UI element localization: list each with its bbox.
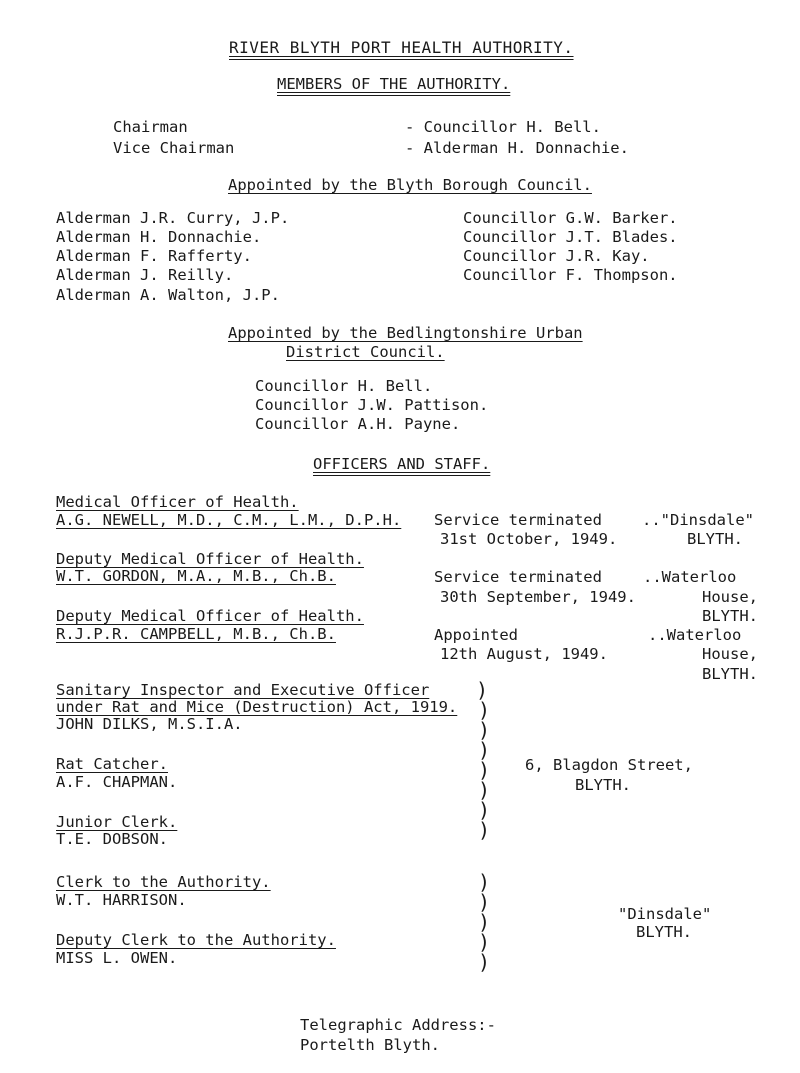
bedlington-member: Councillor J.W. Pattison. <box>255 396 489 414</box>
officer-address-house: House, <box>702 645 758 663</box>
brace-icon: ) <box>478 778 491 802</box>
staff-name: MISS L. OWEN. <box>56 949 178 967</box>
blyth-member: Councillor J.R. Kay. <box>463 247 650 265</box>
bedlington-member: Councillor A.H. Payne. <box>255 415 461 433</box>
blyth-member: Councillor F. Thompson. <box>463 266 678 284</box>
officer-address: .."Dinsdale" <box>642 511 754 529</box>
bedlington-heading: Appointed by the Bedlingtonshire Urban <box>228 324 583 342</box>
blyth-member: Councillor J.T. Blades. <box>463 228 678 246</box>
brace-icon: ) <box>478 910 491 934</box>
staff-title-line2: under Rat and Mice (Destruction) Act, 1919. <box>56 698 458 716</box>
officer-status-date: 30th September, 1949. <box>440 588 636 606</box>
telegraphic-label: Telegraphic Address:- <box>300 1016 496 1034</box>
officer-address-house: House, <box>702 588 758 606</box>
brace-icon: ) <box>478 738 491 762</box>
chairman-role: Chairman <box>113 118 188 136</box>
officer-title: Medical Officer of Health. <box>56 493 299 511</box>
officer-title: Deputy Medical Officer of Health. <box>56 607 364 625</box>
officer-address: ..Waterloo <box>648 626 742 644</box>
staff-title: Junior Clerk. <box>56 813 178 831</box>
officer-address-town: BLYTH. <box>702 607 758 625</box>
brace-icon: ) <box>478 718 491 742</box>
group-two-address: "Dinsdale" <box>618 905 712 923</box>
officer-title: Deputy Medical Officer of Health. <box>56 550 364 568</box>
page-subtitle: MEMBERS OF THE AUTHORITY. <box>277 75 511 93</box>
vice-chairman-name: - Alderman H. Donnachie. <box>405 139 629 157</box>
brace-icon: ) <box>478 818 491 842</box>
officer-address-town: BLYTH. <box>702 665 758 683</box>
staff-title: Sanitary Inspector and Executive Officer <box>56 681 430 699</box>
brace-icon: ) <box>478 758 491 782</box>
officer-status: Service terminated <box>434 568 602 586</box>
chairman-name: - Councillor H. Bell. <box>405 118 601 136</box>
blyth-member: Alderman J.R. Curry, J.P. <box>56 209 290 227</box>
staff-name: W.T. HARRISON. <box>56 891 187 909</box>
officer-name: R.J.P.R. CAMPBELL, M.B., Ch.B. <box>56 625 336 643</box>
vice-chairman-role: Vice Chairman <box>113 139 235 157</box>
brace-icon: ) <box>478 870 491 894</box>
blyth-member: Alderman A. Walton, J.P. <box>56 286 280 304</box>
blyth-member: Alderman F. Rafferty. <box>56 247 252 265</box>
staff-name: JOHN DILKS, M.S.I.A. <box>56 715 243 733</box>
staff-name: T.E. DOBSON. <box>56 830 168 848</box>
blyth-member: Alderman H. Donnachie. <box>56 228 262 246</box>
officer-status: Service terminated <box>434 511 602 529</box>
brace-icon: ) <box>478 698 491 722</box>
brace-icon: ) <box>476 678 489 702</box>
brace-icon: ) <box>478 930 491 954</box>
officer-status-date: 31st October, 1949. <box>440 530 618 548</box>
staff-name: A.F. CHAPMAN. <box>56 773 178 791</box>
officer-status-date: 12th August, 1949. <box>440 645 608 663</box>
officer-address: ..Waterloo <box>643 568 737 586</box>
group-one-address: 6, Blagdon Street, <box>525 756 693 774</box>
officer-status: Appointed <box>434 626 518 644</box>
brace-icon: ) <box>478 798 491 822</box>
blyth-member: Councillor G.W. Barker. <box>463 209 678 227</box>
blyth-heading: Appointed by the Blyth Borough Council. <box>228 176 592 194</box>
staff-title: Deputy Clerk to the Authority. <box>56 931 336 949</box>
group-one-town: BLYTH. <box>575 776 631 794</box>
brace-icon: ) <box>478 950 491 974</box>
staff-title: Rat Catcher. <box>56 755 168 773</box>
staff-title: Clerk to the Authority. <box>56 873 271 891</box>
bedlington-heading-line2: District Council. <box>286 343 445 361</box>
telegraphic-value: Portelth Blyth. <box>300 1036 440 1054</box>
staff-heading: OFFICERS AND STAFF. <box>313 455 491 473</box>
group-two-town: BLYTH. <box>636 923 692 941</box>
officer-name: A.G. NEWELL, M.D., C.M., L.M., D.P.H. <box>56 511 402 529</box>
page-title: RIVER BLYTH PORT HEALTH AUTHORITY. <box>229 38 574 57</box>
blyth-member: Alderman J. Reilly. <box>56 266 234 284</box>
officer-address-town: BLYTH. <box>687 530 743 548</box>
bedlington-member: Councillor H. Bell. <box>255 377 433 395</box>
brace-icon: ) <box>478 890 491 914</box>
officer-name: W.T. GORDON, M.A., M.B., Ch.B. <box>56 567 336 585</box>
